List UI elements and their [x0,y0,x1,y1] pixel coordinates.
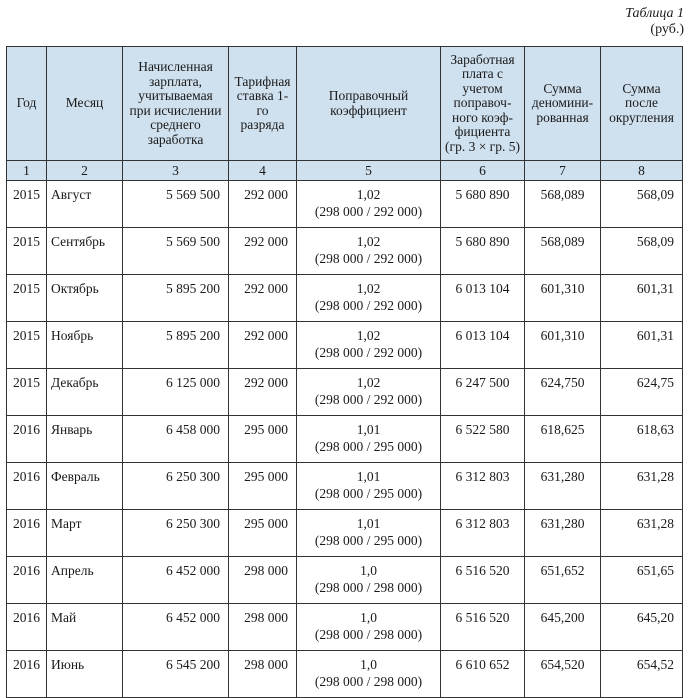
table-row [7,416,683,463]
cell-adjusted-salary: 6 516 520 [441,604,525,651]
cell-salary: 5 569 500 [123,181,229,228]
column-number: 2 [47,161,123,181]
coefficient-calculation: (298 000 / 292 000) [314,204,423,219]
cell-salary: 6 250 300 [123,510,229,557]
cell-rate: 295 000 [229,416,297,463]
coefficient-calculation: (298 000 / 292 000) [314,298,423,313]
cell-rate: 292 000 [229,369,297,416]
cell-rounded: 654,52 [601,651,683,698]
column-number: 8 [601,161,683,181]
cell-adjusted-salary: 6 312 803 [441,463,525,510]
table-row [7,510,683,557]
header-coefficient: Поправочный коэффициент [297,47,441,161]
table-row [7,322,683,369]
coefficient-value: 1,0 [360,657,377,672]
cell-coefficient [297,369,441,416]
table-row [7,181,683,228]
table-row [7,228,683,275]
coefficient-calculation: (298 000 / 292 000) [314,251,423,266]
coefficient-value: 1,0 [360,563,377,578]
coefficient-value: 1,0 [360,610,377,625]
cell-adjusted-salary: 6 312 803 [441,510,525,557]
header-rounded: Сумма после округления [601,47,683,161]
cell-coefficient [297,651,441,698]
coefficient-value: 1,02 [356,187,381,202]
table-row [7,557,683,604]
cell-coefficient [297,463,441,510]
cell-adjusted-salary: 5 680 890 [441,228,525,275]
header-denominated: Сумма деномини-рованная [525,47,601,161]
cell-adjusted-salary: 6 522 580 [441,416,525,463]
cell-salary: 5 895 200 [123,322,229,369]
header-rate: Тарифная ставка 1-го разряда [229,47,297,161]
table-row [7,604,683,651]
coefficient-value: 1,01 [356,516,381,531]
column-number: 1 [7,161,47,181]
cell-rate: 298 000 [229,604,297,651]
cell-year: 2016 [7,557,47,604]
cell-adjusted-salary: 6 013 104 [441,275,525,322]
cell-month: Январь [47,416,123,463]
column-number: 7 [525,161,601,181]
cell-coefficient [297,604,441,651]
cell-salary: 6 452 000 [123,557,229,604]
cell-rounded: 631,28 [601,463,683,510]
cell-salary: 6 545 200 [123,651,229,698]
cell-year: 2016 [7,651,47,698]
coefficient-value: 1,01 [356,469,381,484]
coefficient-calculation: (298 000 / 298 000) [314,627,423,642]
cell-coefficient [297,322,441,369]
cell-denominated: 568,089 [525,181,601,228]
cell-rate: 295 000 [229,510,297,557]
cell-month: Март [47,510,123,557]
coefficient-calculation: (298 000 / 292 000) [314,345,423,360]
table-row [7,369,683,416]
table-row [7,463,683,510]
cell-adjusted-salary: 6 247 500 [441,369,525,416]
header-salary: Начисленная зарплата, учитываемая при исчислении среднего заработка [123,47,229,161]
cell-year: 2016 [7,510,47,557]
cell-month: Май [47,604,123,651]
cell-adjusted-salary: 5 680 890 [441,181,525,228]
coefficient-calculation: (298 000 / 298 000) [314,674,423,689]
coefficient-value: 1,02 [356,328,381,343]
coefficient-calculation: (298 000 / 298 000) [314,580,423,595]
cell-denominated: 624,750 [525,369,601,416]
cell-year: 2015 [7,228,47,275]
cell-adjusted-salary: 6 013 104 [441,322,525,369]
coefficient-calculation: (298 000 / 292 000) [314,392,423,407]
cell-rounded: 651,65 [601,557,683,604]
cell-year: 2016 [7,463,47,510]
cell-year: 2015 [7,369,47,416]
cell-adjusted-salary: 6 610 652 [441,651,525,698]
cell-rounded: 601,31 [601,322,683,369]
header-adjusted-salary: Заработная плата с учетом поправоч-ного коэф-фициента (гр. 3 × гр. 5) [441,47,525,161]
cell-coefficient [297,228,441,275]
salary-table [6,46,683,698]
cell-year: 2016 [7,416,47,463]
cell-denominated: 601,310 [525,275,601,322]
cell-rounded: 645,20 [601,604,683,651]
table-unit: (руб.) [650,22,684,37]
column-number: 5 [297,161,441,181]
header-month: Месяц [47,47,123,161]
coefficient-calculation: (298 000 / 295 000) [314,486,423,501]
table-row [7,651,683,698]
cell-denominated: 618,625 [525,416,601,463]
cell-coefficient [297,275,441,322]
coefficient-value: 1,02 [356,375,381,390]
cell-month: Февраль [47,463,123,510]
cell-month: Апрель [47,557,123,604]
cell-denominated: 654,520 [525,651,601,698]
cell-rounded: 631,28 [601,510,683,557]
cell-adjusted-salary: 6 516 520 [441,557,525,604]
cell-rounded: 568,09 [601,181,683,228]
cell-rate: 298 000 [229,557,297,604]
cell-salary: 6 125 000 [123,369,229,416]
cell-denominated: 631,280 [525,463,601,510]
cell-denominated: 631,280 [525,510,601,557]
column-number: 4 [229,161,297,181]
cell-year: 2016 [7,604,47,651]
coefficient-calculation: (298 000 / 295 000) [314,439,423,454]
column-number-row [7,161,683,181]
coefficient-calculation: (298 000 / 295 000) [314,533,423,548]
coefficient-value: 1,01 [356,422,381,437]
cell-rate: 292 000 [229,181,297,228]
cell-denominated: 601,310 [525,322,601,369]
cell-coefficient [297,416,441,463]
cell-denominated: 651,652 [525,557,601,604]
header-row [7,47,683,161]
header-year: Год [7,47,47,161]
cell-month: Ноябрь [47,322,123,369]
cell-salary: 6 458 000 [123,416,229,463]
cell-rate: 295 000 [229,463,297,510]
cell-denominated: 645,200 [525,604,601,651]
cell-rate: 292 000 [229,228,297,275]
cell-month: Декабрь [47,369,123,416]
cell-year: 2015 [7,181,47,228]
cell-rate: 292 000 [229,322,297,369]
cell-month: Сентябрь [47,228,123,275]
cell-year: 2015 [7,322,47,369]
cell-salary: 5 569 500 [123,228,229,275]
cell-salary: 6 452 000 [123,604,229,651]
cell-year: 2015 [7,275,47,322]
cell-rounded: 624,75 [601,369,683,416]
cell-coefficient [297,181,441,228]
cell-coefficient [297,510,441,557]
cell-coefficient [297,557,441,604]
column-number: 6 [441,161,525,181]
column-number: 3 [123,161,229,181]
cell-rounded: 568,09 [601,228,683,275]
cell-month: Октябрь [47,275,123,322]
cell-salary: 6 250 300 [123,463,229,510]
table-row [7,275,683,322]
cell-rate: 292 000 [229,275,297,322]
cell-rounded: 618,63 [601,416,683,463]
cell-salary: 5 895 200 [123,275,229,322]
table-caption [625,6,684,38]
coefficient-value: 1,02 [356,234,381,249]
table-title: Таблица 1 [625,6,684,21]
cell-rounded: 601,31 [601,275,683,322]
cell-month: Август [47,181,123,228]
cell-month: Июнь [47,651,123,698]
cell-rate: 298 000 [229,651,297,698]
cell-denominated: 568,089 [525,228,601,275]
coefficient-value: 1,02 [356,281,381,296]
